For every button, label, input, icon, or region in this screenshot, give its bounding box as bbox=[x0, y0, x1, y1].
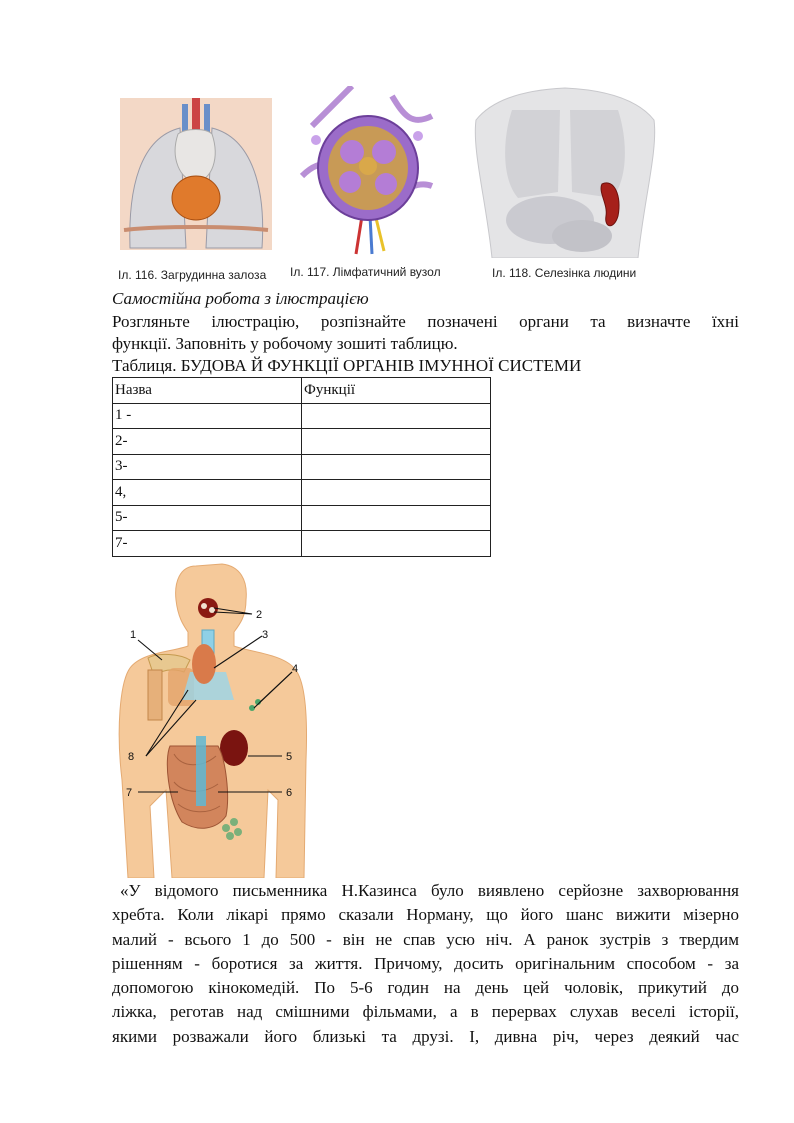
table-cell-empty bbox=[302, 531, 491, 557]
table-cell: 7- bbox=[113, 531, 302, 557]
table-cell: 3- bbox=[113, 454, 302, 480]
organs-table bbox=[112, 377, 491, 557]
diagram-label-8: 8 bbox=[128, 751, 135, 763]
table-cell: 1 - bbox=[113, 403, 302, 429]
task-title: Самостійна робота з ілюстрацією bbox=[112, 289, 369, 308]
quote-line: «У відомого письменника Н.Казинса було виявлено серйозне захворювання bbox=[120, 881, 739, 900]
quote-line: малий - всього 1 до 500 - він не спав усю ніч. А ранок зустрів з твердим bbox=[112, 929, 739, 949]
table-row bbox=[113, 403, 491, 429]
table-row bbox=[113, 429, 491, 455]
figure-caption-lymph-node: Іл. 117. Лімфатичний вузол bbox=[290, 265, 441, 279]
table-caption: Таблиця. БУДОВА Й ФУНКЦІЇ ОРГАНІВ ІМУННОЇ СИСТЕМИ bbox=[112, 356, 582, 375]
diagram-label-5: 5 bbox=[286, 751, 293, 763]
table-row bbox=[113, 480, 491, 506]
diagram-label-2: 2 bbox=[256, 609, 263, 621]
table-row bbox=[113, 505, 491, 531]
table-header-row bbox=[113, 378, 491, 404]
task-line-2: функції. Заповніть у робочому зошиті таблицю. bbox=[112, 334, 458, 353]
immune-system-body-diagram bbox=[118, 560, 308, 878]
table-cell-empty bbox=[302, 454, 491, 480]
table-row bbox=[113, 531, 491, 557]
quote-line: ліжка, реготав над смішними фільмами, а в перервах слухав веселі історії, bbox=[112, 1002, 739, 1022]
table-row bbox=[113, 454, 491, 480]
column-header-name: Назва bbox=[113, 378, 302, 404]
spleen-illustration bbox=[462, 80, 668, 258]
table-cell-empty bbox=[302, 403, 491, 429]
diagram-label-6: 6 bbox=[286, 787, 293, 799]
table-cell: 2- bbox=[113, 429, 302, 455]
lymph-node-illustration bbox=[292, 86, 442, 256]
quote-line: хребта. Коли лікарі прямо сказали Норману, що його шанс вижити мізерно bbox=[112, 905, 739, 925]
table-cell-empty bbox=[302, 505, 491, 531]
quote-line: рішенням - боротися за життя. Причому, досить оригінальним способом - за bbox=[112, 953, 739, 973]
diagram-label-4: 4 bbox=[292, 663, 299, 675]
diagram-label-3: 3 bbox=[262, 629, 269, 641]
table-cell-empty bbox=[302, 429, 491, 455]
diagram-label-1: 1 bbox=[130, 629, 137, 641]
column-header-functions: Функції bbox=[302, 378, 491, 404]
thymus-illustration bbox=[120, 98, 272, 250]
table-cell-empty bbox=[302, 480, 491, 506]
quote-line: допомогою кінокомедій. По 5-6 годин на день цей чоловік, прикутий до bbox=[112, 978, 739, 998]
table-cell: 5- bbox=[113, 505, 302, 531]
figure-caption-thymus: Іл. 116. Загрудинна залоза bbox=[118, 268, 267, 282]
quote-line: якими розважали його близькі та друзі. І, дивна річ, через деякий час bbox=[112, 1026, 739, 1046]
task-line-1: Розгляньте ілюстрацію, розпізнайте позначені органи та визначте їхні bbox=[112, 312, 739, 331]
table-cell: 4, bbox=[113, 480, 302, 506]
diagram-label-7: 7 bbox=[126, 787, 133, 799]
quote-paragraph bbox=[112, 879, 739, 1049]
figure-caption-spleen: Іл. 118. Селезінка людини bbox=[492, 266, 637, 280]
